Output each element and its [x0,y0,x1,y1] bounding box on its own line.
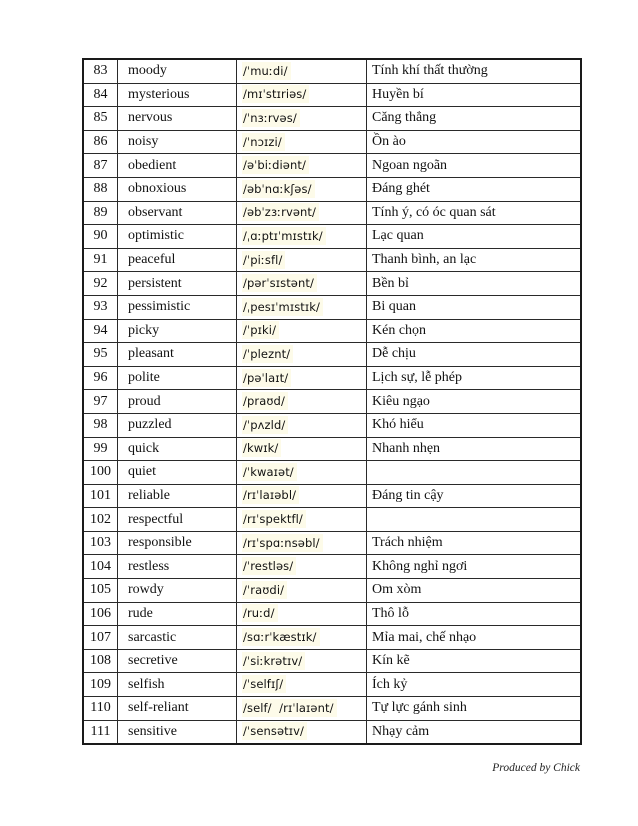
row-number: 93 [83,295,118,319]
row-number: 110 [83,697,118,721]
vocabulary-table-body [83,59,581,744]
row-number: 101 [83,484,118,508]
english-word: quick [118,437,237,461]
ipa-transcription: /ˈpʌzld/ [242,416,288,434]
vietnamese-meaning: Bền bỉ [367,272,582,296]
ipa-cell [237,272,367,296]
english-word: observant [118,201,237,225]
vietnamese-meaning: Huyền bí [367,83,582,107]
vocabulary-table [82,58,582,745]
ipa-transcription: /əˈbiːdiənt/ [242,156,309,174]
ipa-cell [237,59,367,83]
ipa-cell [237,177,367,201]
table-row [83,484,581,508]
ipa-cell [237,697,367,721]
english-word: optimistic [118,225,237,249]
ipa-cell [237,343,367,367]
ipa-transcription: /kwɪk/ [242,439,281,457]
row-number: 105 [83,579,118,603]
row-number: 102 [83,508,118,532]
vietnamese-meaning: Nhạy cảm [367,720,582,744]
ipa-transcription: /rɪˈlaɪəbl/ [242,486,299,504]
english-word: puzzled [118,413,237,437]
table-row [83,319,581,343]
table-row [83,579,581,603]
vietnamese-meaning: Thanh bình, an lạc [367,248,582,272]
english-word: restless [118,555,237,579]
vietnamese-meaning: Kén chọn [367,319,582,343]
ipa-transcription: /ruːd/ [242,604,278,622]
ipa-cell [237,107,367,131]
table-row [83,673,581,697]
row-number: 83 [83,59,118,83]
table-row [83,626,581,650]
table-row [83,697,581,721]
row-number: 96 [83,366,118,390]
row-number: 99 [83,437,118,461]
ipa-transcription: /ˈsensətɪv/ [242,722,307,740]
ipa-transcription: /ˈpiːsfl/ [242,251,285,269]
row-number: 84 [83,83,118,107]
english-word: responsible [118,531,237,555]
ipa-cell [237,720,367,744]
ipa-transcription: /ˈnɔɪzi/ [242,133,285,151]
ipa-cell [237,130,367,154]
row-number: 97 [83,390,118,414]
english-word: mysterious [118,83,237,107]
ipa-cell [237,602,367,626]
table-row [83,531,581,555]
row-number: 107 [83,626,118,650]
table-row [83,248,581,272]
english-word: pleasant [118,343,237,367]
ipa-cell [237,626,367,650]
ipa-transcription: /ˌpesɪˈmɪstɪk/ [242,298,323,316]
row-number: 86 [83,130,118,154]
row-number: 98 [83,413,118,437]
row-number: 108 [83,649,118,673]
ipa-transcription: /ˈsiːkrətɪv/ [242,652,305,670]
ipa-transcription: /self/ /rɪˈlaɪənt/ [242,699,337,717]
table-row [83,154,581,178]
english-word: self-reliant [118,697,237,721]
ipa-cell [237,579,367,603]
ipa-cell [237,390,367,414]
vietnamese-meaning: Kiêu ngạo [367,390,582,414]
table-row [83,649,581,673]
ipa-cell [237,484,367,508]
table-row [83,107,581,131]
ipa-cell [237,83,367,107]
english-word: obnoxious [118,177,237,201]
ipa-transcription: /ˈselfɪʃ/ [242,675,286,693]
row-number: 111 [83,720,118,744]
vietnamese-meaning [367,508,582,532]
english-word: reliable [118,484,237,508]
english-word: sensitive [118,720,237,744]
english-word: noisy [118,130,237,154]
table-row [83,555,581,579]
english-word: picky [118,319,237,343]
row-number: 88 [83,177,118,201]
ipa-cell [237,555,367,579]
english-word: sarcastic [118,626,237,650]
ipa-transcription: /rɪˈspektfl/ [242,510,306,528]
ipa-cell [237,508,367,532]
row-number: 94 [83,319,118,343]
vietnamese-meaning: Đáng ghét [367,177,582,201]
ipa-cell [237,437,367,461]
vietnamese-meaning: Ngoan ngoãn [367,154,582,178]
row-number: 85 [83,107,118,131]
ipa-cell [237,413,367,437]
ipa-transcription: /praʊd/ [242,392,288,410]
ipa-cell [237,201,367,225]
row-number: 106 [83,602,118,626]
ipa-transcription: /əbˈnɑːkʃəs/ [242,180,315,198]
english-word: proud [118,390,237,414]
vietnamese-meaning: Tính ý, có óc quan sát [367,201,582,225]
row-number: 95 [83,343,118,367]
vietnamese-meaning [367,461,582,485]
table-row [83,366,581,390]
english-word: moody [118,59,237,83]
table-row [83,602,581,626]
row-number: 89 [83,201,118,225]
vietnamese-meaning: Nhanh nhẹn [367,437,582,461]
english-word: peaceful [118,248,237,272]
table-row [83,59,581,83]
ipa-transcription: /mɪˈstɪriəs/ [242,85,309,103]
ipa-cell [237,649,367,673]
ipa-transcription: /ˈmuːdi/ [242,62,291,80]
ipa-transcription: /sɑːrˈkæstɪk/ [242,628,320,646]
vietnamese-meaning: Tự lực gánh sinh [367,697,582,721]
ipa-cell [237,366,367,390]
ipa-transcription: /ˈrestləs/ [242,557,296,575]
vietnamese-meaning: Ích kỷ [367,673,582,697]
table-row [83,177,581,201]
table-row [83,461,581,485]
vietnamese-meaning: Trách nhiệm [367,531,582,555]
ipa-cell [237,673,367,697]
ipa-transcription: /ˈpleznt/ [242,345,293,363]
ipa-transcription: /ˈkwaɪət/ [242,463,297,481]
english-word: rude [118,602,237,626]
row-number: 103 [83,531,118,555]
ipa-transcription: /rɪˈspɑːnsəbl/ [242,534,323,552]
row-number: 91 [83,248,118,272]
row-number: 100 [83,461,118,485]
table-row [83,343,581,367]
row-number: 92 [83,272,118,296]
table-row [83,130,581,154]
ipa-transcription: /əbˈzɜːrvənt/ [242,203,319,221]
ipa-transcription: /ˌɑːptɪˈmɪstɪk/ [242,227,326,245]
table-row [83,83,581,107]
english-word: respectful [118,508,237,532]
table-row [83,390,581,414]
ipa-cell [237,154,367,178]
table-row [83,413,581,437]
vietnamese-meaning: Mỉa mai, chế nhạo [367,626,582,650]
row-number: 90 [83,225,118,249]
english-word: polite [118,366,237,390]
ipa-transcription: /ˈpɪki/ [242,321,279,339]
ipa-transcription: /pəˈlaɪt/ [242,369,291,387]
ipa-cell [237,319,367,343]
english-word: persistent [118,272,237,296]
ipa-transcription: /ˈnɜːrvəs/ [242,109,300,127]
english-word: obedient [118,154,237,178]
row-number: 109 [83,673,118,697]
english-word: secretive [118,649,237,673]
english-word: rowdy [118,579,237,603]
vietnamese-meaning: Om xòm [367,579,582,603]
table-row [83,295,581,319]
row-number: 104 [83,555,118,579]
table-row [83,272,581,296]
row-number: 87 [83,154,118,178]
ipa-transcription: /pərˈsɪstənt/ [242,274,317,292]
ipa-cell [237,461,367,485]
ipa-cell [237,295,367,319]
table-row [83,508,581,532]
english-word: selfish [118,673,237,697]
vietnamese-meaning: Dễ chịu [367,343,582,367]
ipa-cell [237,248,367,272]
vietnamese-meaning: Ồn ào [367,130,582,154]
table-row [83,201,581,225]
vietnamese-meaning: Bi quan [367,295,582,319]
table-row [83,225,581,249]
english-word: pessimistic [118,295,237,319]
vietnamese-meaning: Đáng tin cậy [367,484,582,508]
vietnamese-meaning: Thô lỗ [367,602,582,626]
ipa-transcription: /ˈraʊdi/ [242,581,287,599]
ipa-cell [237,531,367,555]
table-row [83,437,581,461]
ipa-cell [237,225,367,249]
english-word: nervous [118,107,237,131]
vietnamese-meaning: Lạc quan [367,225,582,249]
vietnamese-meaning: Khó hiểu [367,413,582,437]
vietnamese-meaning: Kín kẽ [367,649,582,673]
vietnamese-meaning: Lịch sự, lễ phép [367,366,582,390]
vietnamese-meaning: Căng thẳng [367,107,582,131]
vietnamese-meaning: Tính khí thất thường [367,59,582,83]
table-row [83,720,581,744]
footer-credit: Produced by Chick [492,762,580,774]
english-word: quiet [118,461,237,485]
vietnamese-meaning: Không nghỉ ngơi [367,555,582,579]
